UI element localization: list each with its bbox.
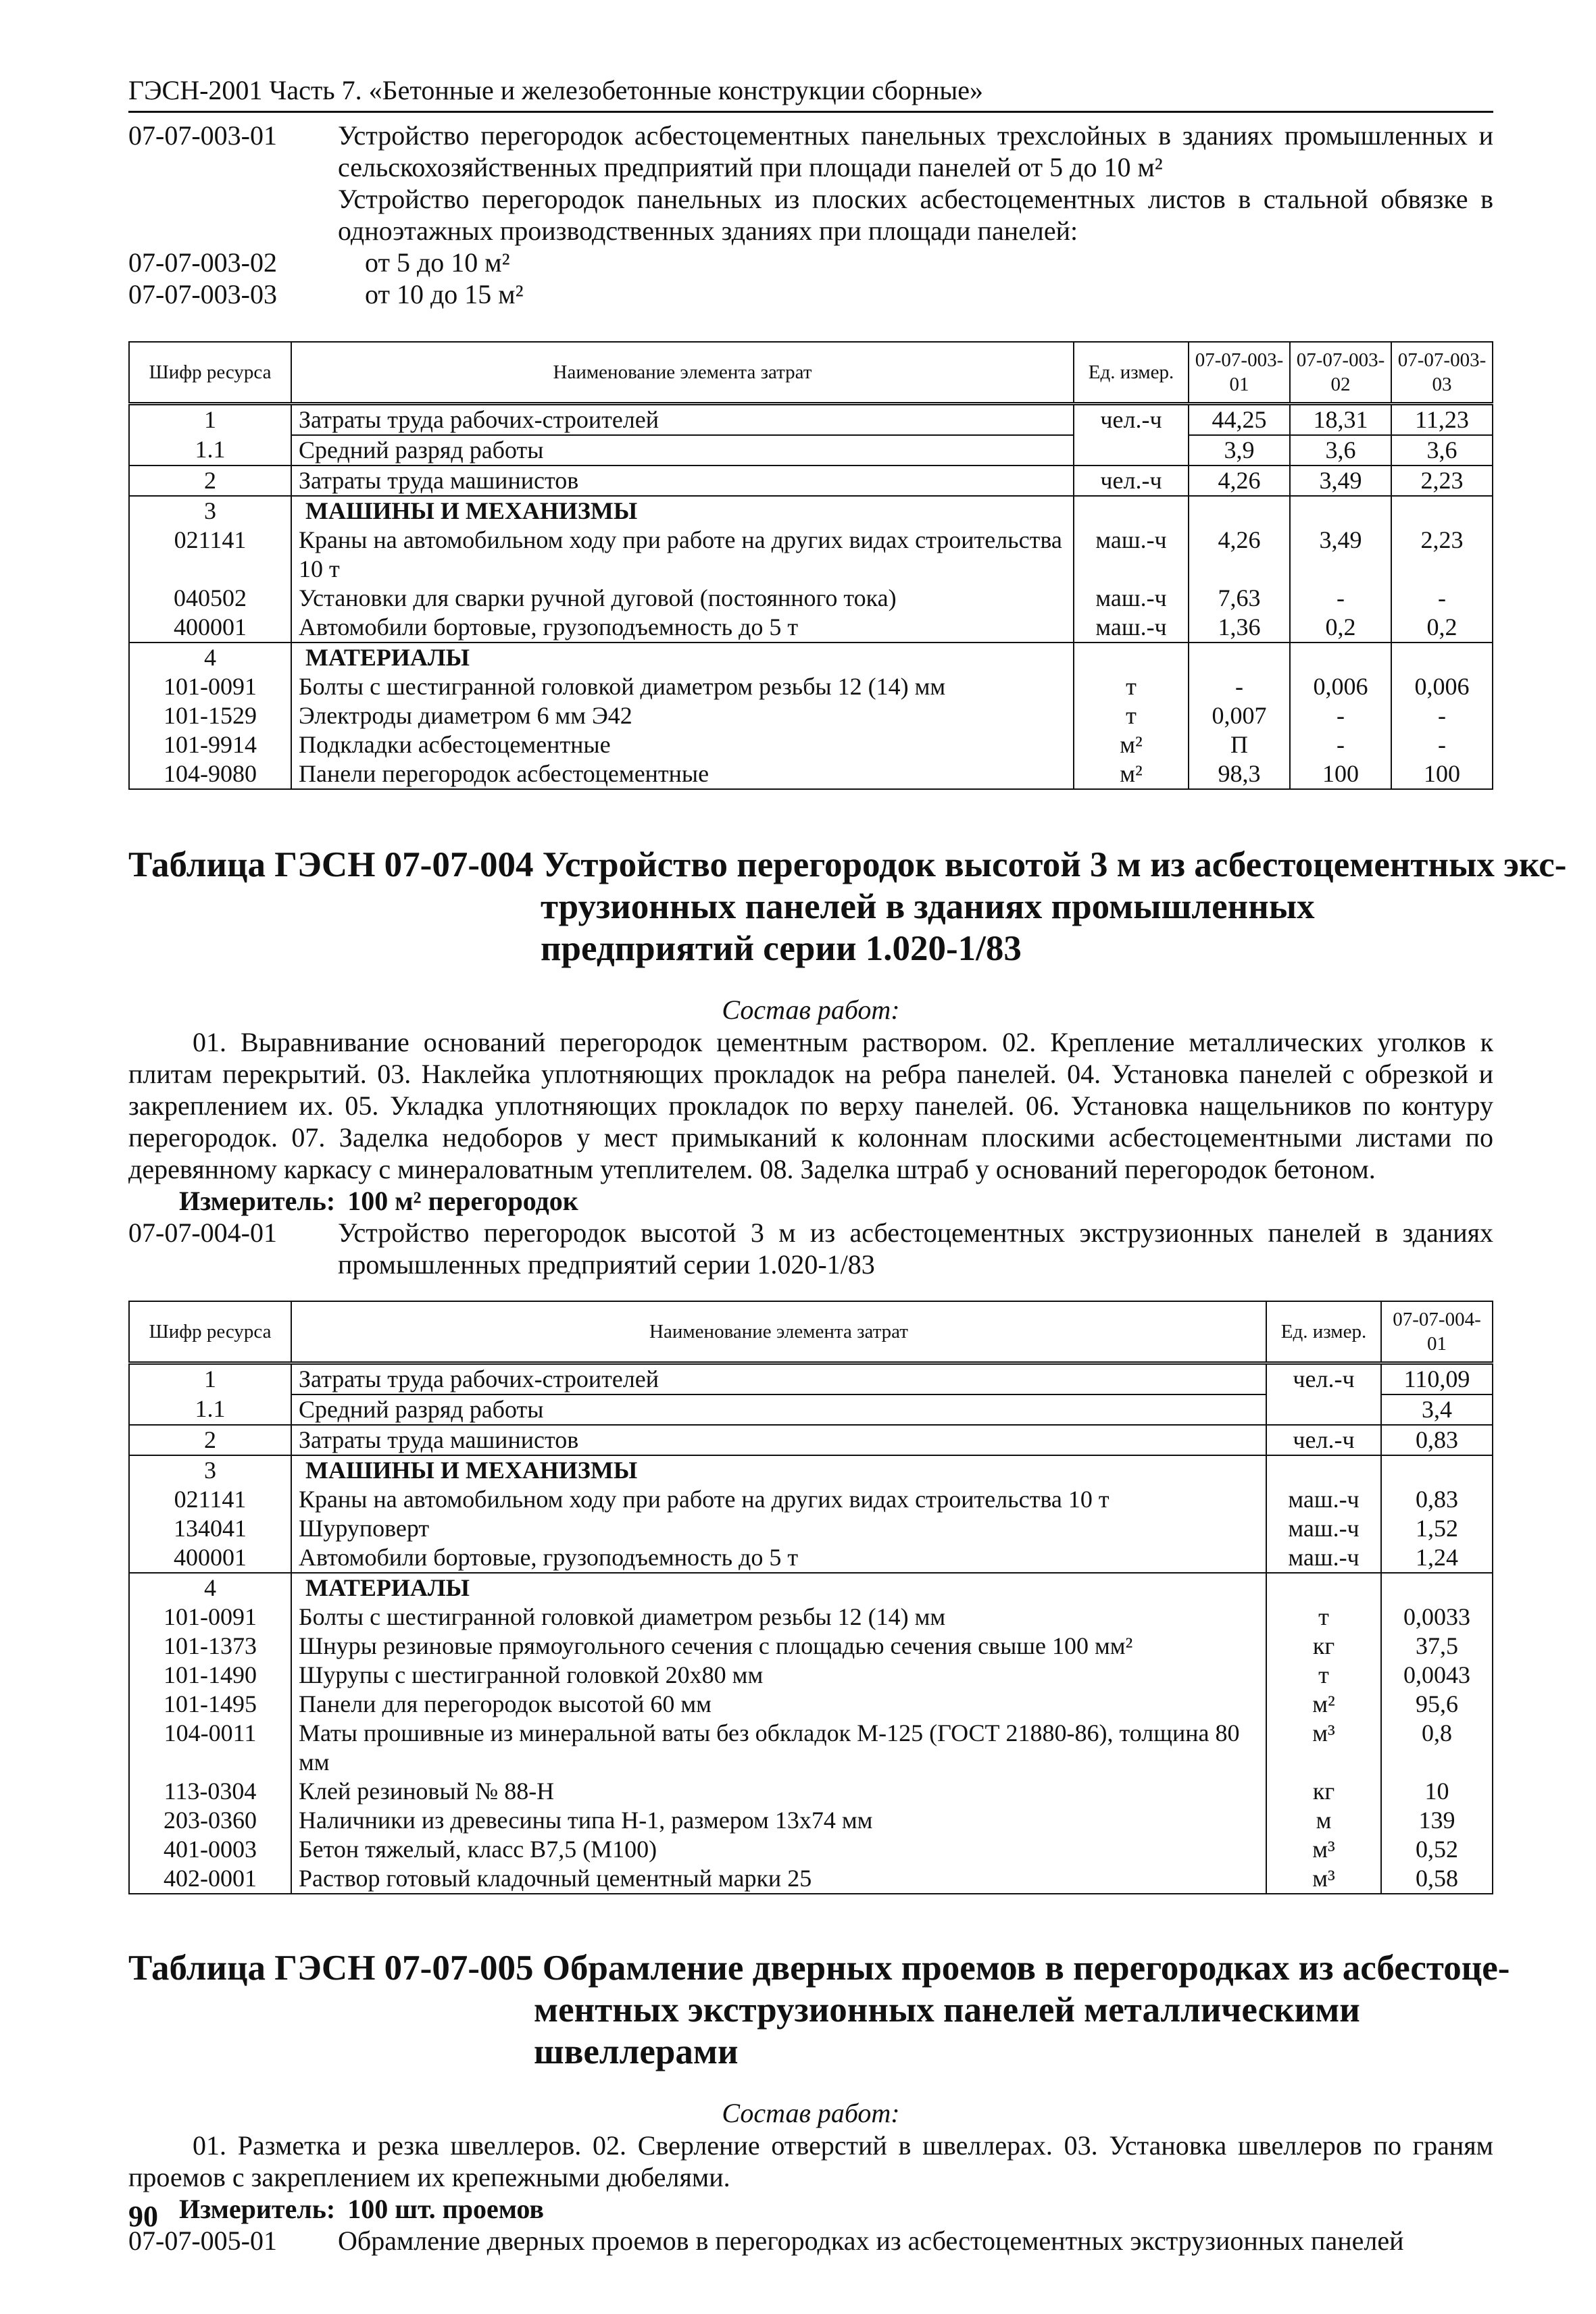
cell-unit: м [1266,1806,1381,1835]
cell-unit: кг [1266,1777,1381,1806]
entry-text: Обрамление дверных проемов в перегородках из асбестоцементных экструзионных панелей [338,2225,1404,2256]
section-heading: МАШИНЫ И МЕХАНИЗМЫ [291,496,1074,526]
work-composition-heading: Состав работ: [722,2098,900,2128]
cell-value: 10 [1381,1777,1493,1806]
cell-unit: маш.-ч [1266,1514,1381,1543]
cell-code: 203-0360 [129,1806,291,1835]
work-composition-text: 01. Выравнивание оснований перегородок цементным раствором. 02. Крепление металлических уголков к плитам перекрытий. 03. Наклейка уплотняющих прокладок на ребра панелей. 04. Установка панелей с обрезкой и закреплением их. 05. Укладка уплотняющих прокладок по верху панелей. 06. Установка нащельников по контуру перегородок. 07. Заделка недоборов у мест примыканий к колоннам плоскими асбестоцементными листами по деревянному каркасу с минераловатным утеплителем. 08. Заделка штраб у оснований перегородок бетоном. [128,1027,1493,1184]
table-row [129,759,1493,789]
cell-value: 11,23 [1391,404,1493,436]
cell-code: 3 [129,496,291,526]
entry-code: 07-07-003-02 [128,247,277,278]
cell-value: 44,25 [1189,404,1290,436]
entry-07-07-004-01 [128,1217,1493,1280]
cell-value: 0,83 [1381,1485,1493,1514]
cell-value: 0,58 [1381,1864,1493,1894]
table-row [129,730,1493,759]
document-page [128,74,1567,2257]
table-row-section [129,1455,1493,1485]
cell-value: 98,3 [1189,759,1290,789]
cell-name: Шуруповерт [291,1514,1266,1543]
entry-text: Устройство перегородок асбестоцементных панельных трехслойных в зданиях промышленных и сельскохозяйственных предприятий при площади панелей от 5 до 10 м² [338,120,1493,182]
cell-value: - [1189,672,1290,701]
table-row-section [129,643,1493,672]
table-row [129,1543,1493,1573]
table-title-line: Таблица ГЭСН 07-07-005 Обрамление дверных проемов в перегородках из асбестоце- [128,1948,1510,1988]
cell-code: 134041 [129,1514,291,1543]
cell-unit: кг [1266,1632,1381,1661]
cell-value: П [1189,730,1290,759]
table-row-section [129,496,1493,526]
cell-name: Шнуры резиновые прямоугольного сечения с площадью сечения свыше 100 мм² [291,1632,1266,1661]
table-row [129,1719,1493,1777]
cell-name: Бетон тяжелый, класс В7,5 (М100) [291,1835,1266,1864]
table-row-section [129,1573,1493,1603]
cell-value: 95,6 [1381,1690,1493,1719]
cell-unit: маш.-ч [1074,584,1189,613]
cell-unit: маш.-ч [1266,1543,1381,1573]
col-header-name: Наименование элемента затрат [291,342,1074,404]
cell-value: 0,0043 [1381,1661,1493,1690]
cell-name: Средний разряд работы [291,1394,1266,1425]
cell-value: 3,9 [1189,435,1290,466]
cell-value: 18,31 [1290,404,1391,436]
cell-value: 100 [1290,759,1391,789]
cell-code: 101-1490 [129,1661,291,1690]
cell-value: 7,63 [1189,584,1290,613]
entry-code: 07-07-003-01 [128,120,277,151]
table-row [129,1632,1493,1661]
measure-label: Измеритель: [179,1186,336,1216]
cell-value: - [1290,701,1391,730]
cell-code: 4 [129,1573,291,1603]
cell-value: 1,52 [1381,1514,1493,1543]
cell-value: 110,09 [1381,1363,1493,1395]
cell-code: 021141 [129,526,291,584]
col-header-07-07-003-02: 07-07-003-02 [1290,342,1391,404]
page-number: 90 [128,2200,158,2233]
table-row [129,404,1493,436]
table-row [129,526,1493,584]
running-header: ГЭСН-2001 Часть 7. «Бетонные и железобетонные конструкции сборные» [128,74,1493,113]
cell-value: 4,26 [1189,526,1290,584]
cell-value [1381,1455,1493,1485]
cell-name: Раствор готовый кладочный цементный марки 25 [291,1864,1266,1894]
cell-value: - [1290,730,1391,759]
col-header-code: Шифр ресурса [129,342,291,404]
table-row [129,1690,1493,1719]
cell-value: 4,26 [1189,466,1290,496]
col-header-unit: Ед. измер. [1074,342,1189,404]
cell-value: 100 [1391,759,1493,789]
cell-name: Краны на автомобильном ходу при работе на других видах строительства 10 т [291,526,1074,584]
cell-value: - [1290,584,1391,613]
entry-text: от 5 до 10 м² [365,247,510,278]
measure-label: Измеритель: [179,2194,336,2224]
cell-value: 1,36 [1189,613,1290,643]
table-row [129,435,1493,466]
cell-value: - [1391,701,1493,730]
table-title-line: Таблица ГЭСН 07-07-004 Устройство перегородок высотой 3 м из асбестоцементных экс- [128,845,1567,884]
section-heading: МАТЕРИАЛЫ [291,643,1074,672]
cell-value: 3,6 [1391,435,1493,466]
table-title-line: ментных экструзионных панелей металлическими швеллерами [534,1990,1360,2071]
cell-value: 0,006 [1290,672,1391,701]
table-row [129,1661,1493,1690]
table-title-line: трузионных панелей в зданиях промышленных предприятий серии 1.020-1/83 [541,887,1315,968]
cell-value: - [1391,584,1493,613]
entry-07-07-005-01 [128,2225,1493,2257]
cell-name: Электроды диаметром 6 мм Э42 [291,701,1074,730]
cell-code: 2 [129,1425,291,1455]
entry-07-07-003-03 [128,278,1493,310]
entry-group-text: Устройство перегородок панельных из плоских асбестоцементных листов в стальной обвязке в одноэтажных производственных зданиях при площади панелей: [338,184,1493,246]
cell-code: 4 [129,643,291,672]
table-row [129,584,1493,613]
cell-value: 2,23 [1391,466,1493,496]
cell-name: Автомобили бортовые, грузоподъемность до 5 т [291,1543,1266,1573]
cell-unit: т [1074,672,1189,701]
col-header-code: Шифр ресурса [129,1301,291,1363]
cell-code: 1 [129,1363,291,1395]
cell-value: 3,6 [1290,435,1391,466]
cell-name: Автомобили бортовые, грузоподъемность до 5 т [291,613,1074,643]
cell-name: Клей резиновый № 88-Н [291,1777,1266,1806]
cell-value: 139 [1381,1806,1493,1835]
table-row [129,1835,1493,1864]
work-composition-text: 01. Разметка и резка швеллеров. 02. Сверление отверстий в швеллерах. 03. Установка швеллеров по граням проемов с закреплением их крепежными дюбелями. [128,2130,1493,2192]
cell-name: Средний разряд работы [291,435,1074,466]
table-row [129,1864,1493,1894]
cell-unit [1266,1455,1381,1485]
cell-value: 0,83 [1381,1425,1493,1455]
cell-name: Шурупы с шестигранной головкой 20х80 мм [291,1661,1266,1690]
cell-code: 101-1373 [129,1632,291,1661]
cell-code: 1.1 [129,435,291,466]
cell-name: Подкладки асбестоцементные [291,730,1074,759]
cell-value: 0,007 [1189,701,1290,730]
cell-value: 3,49 [1290,526,1391,584]
cell-unit: т [1074,701,1189,730]
measure-value: 100 м² перегородок [347,1186,578,1216]
cell-value: 37,5 [1381,1632,1493,1661]
cell-code: 2 [129,466,291,496]
table-row [129,1425,1493,1455]
cell-unit: маш.-ч [1074,613,1189,643]
cell-unit: чел.-ч [1074,404,1189,436]
cell-code: 402-0001 [129,1864,291,1894]
cell-value: 0,52 [1381,1835,1493,1864]
cell-value: 0,2 [1290,613,1391,643]
table-row [129,1485,1493,1514]
entry-code: 07-07-003-03 [128,279,277,309]
cell-value: - [1391,730,1493,759]
cell-unit: маш.-ч [1266,1485,1381,1514]
measure-line [128,2193,1493,2225]
cell-name: Краны на автомобильном ходу при работе на других видах строительства 10 т [291,1485,1266,1514]
cell-name: Установки для сварки ручной дуговой (постоянного тока) [291,584,1074,613]
entry-code: 07-07-004-01 [128,1217,277,1248]
cell-code: 101-0091 [129,672,291,701]
cell-code: 401-0003 [129,1835,291,1864]
cell-unit: чел.-ч [1266,1363,1381,1395]
col-header-07-07-003-01: 07-07-003-01 [1189,342,1290,404]
entry-code: 07-07-005-01 [128,2225,277,2256]
table-row [129,672,1493,701]
cell-value: 1,24 [1381,1543,1493,1573]
cell-name: Маты прошивные из минеральной ваты без обкладок М-125 (ГОСТ 21880-86), толщина 80 мм [291,1719,1266,1777]
table-row [129,1514,1493,1543]
cell-unit: м² [1074,759,1189,789]
cell-unit [1074,435,1189,466]
cell-value [1290,496,1391,526]
entry-text: от 10 до 15 м² [365,279,524,309]
cell-unit: маш.-ч [1074,526,1189,584]
table-row [129,1806,1493,1835]
cell-code: 400001 [129,1543,291,1573]
table-row [129,1777,1493,1806]
entry-07-07-003-02 [128,247,1493,278]
cell-code: 104-9080 [129,759,291,789]
cell-unit: т [1266,1603,1381,1632]
section-heading: МАШИНЫ И МЕХАНИЗМЫ [291,1455,1266,1485]
cell-unit: м³ [1266,1864,1381,1894]
cell-unit: м² [1266,1690,1381,1719]
cell-value: 3,49 [1290,466,1391,496]
entry-07-07-003-01 [128,120,1493,183]
cell-value: 0,006 [1391,672,1493,701]
cell-value [1391,643,1493,672]
cell-value: 3,4 [1381,1394,1493,1425]
work-composition-heading: Состав работ: [722,995,900,1025]
table-row [129,613,1493,643]
col-header-07-07-004-01: 07-07-004-01 [1381,1301,1493,1363]
cell-name: Затраты труда машинистов [291,1425,1266,1455]
table-row [129,1603,1493,1632]
cell-value [1189,496,1290,526]
measure-line [128,1185,1493,1217]
cell-unit: м³ [1266,1835,1381,1864]
table-row [129,1394,1493,1425]
resource-table-07-07-003 [128,341,1493,790]
cell-code: 400001 [129,613,291,643]
cell-code: 040502 [129,584,291,613]
cell-unit [1266,1573,1381,1603]
col-header-07-07-003-03: 07-07-003-03 [1391,342,1493,404]
cell-unit: чел.-ч [1266,1425,1381,1455]
cell-value [1381,1573,1493,1603]
cell-code: 101-9914 [129,730,291,759]
cell-code: 104-0011 [129,1719,291,1777]
cell-unit: м³ [1266,1719,1381,1777]
table-row [129,701,1493,730]
cell-name: Затраты труда машинистов [291,466,1074,496]
col-header-unit: Ед. измер. [1266,1301,1381,1363]
cell-name: Панели перегородок асбестоцементные [291,759,1074,789]
cell-unit [1266,1394,1381,1425]
cell-value [1290,643,1391,672]
cell-code: 1 [129,404,291,436]
table-row [129,466,1493,496]
cell-code: 101-0091 [129,1603,291,1632]
cell-value: 0,0033 [1381,1603,1493,1632]
cell-value: 0,2 [1391,613,1493,643]
cell-name: Наличники из древесины типа Н-1, размером 13х74 мм [291,1806,1266,1835]
measure-value: 100 шт. проемов [347,2194,545,2224]
table-row [129,1363,1493,1395]
section-heading: МАТЕРИАЛЫ [291,1573,1266,1603]
col-header-name: Наименование элемента затрат [291,1301,1266,1363]
cell-unit: чел.-ч [1074,466,1189,496]
cell-code: 021141 [129,1485,291,1514]
cell-code: 3 [129,1455,291,1485]
cell-code: 101-1495 [129,1690,291,1719]
resource-table-07-07-004 [128,1301,1493,1894]
cell-unit [1074,643,1189,672]
cell-value [1189,643,1290,672]
cell-name: Болты с шестигранной головкой диаметром резьбы 12 (14) мм [291,1603,1266,1632]
cell-name: Болты с шестигранной головкой диаметром резьбы 12 (14) мм [291,672,1074,701]
cell-unit: т [1266,1661,1381,1690]
table-title-07-07-004 [128,844,1567,970]
cell-unit: м² [1074,730,1189,759]
cell-code: 101-1529 [129,701,291,730]
table-title-07-07-005 [128,1947,1510,2073]
cell-name: Затраты труда рабочих-строителей [291,404,1074,436]
cell-name: Панели для перегородок высотой 60 мм [291,1690,1266,1719]
cell-value: 2,23 [1391,526,1493,584]
cell-value [1391,496,1493,526]
cell-unit [1074,496,1189,526]
cell-code: 113-0304 [129,1777,291,1806]
cell-code: 1.1 [129,1394,291,1425]
cell-name: Затраты труда рабочих-строителей [291,1363,1266,1395]
entry-text: Устройство перегородок высотой 3 м из асбестоцементных экструзионных панелей в зданиях промышленных предприятий серии 1.020-1/83 [338,1217,1493,1280]
cell-value: 0,8 [1381,1719,1493,1777]
